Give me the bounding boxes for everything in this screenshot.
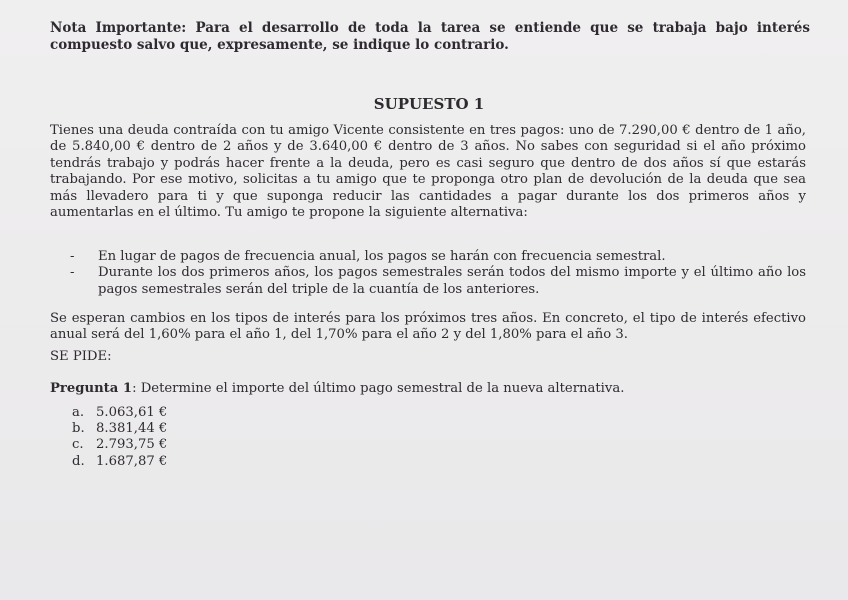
option-letter: d. <box>72 453 85 469</box>
list-item-text: En lugar de pagos de frecuencia anual, los pagos se harán con frecuencia semestral. <box>98 249 666 264</box>
answer-option-d[interactable] <box>72 454 167 470</box>
answer-option-a[interactable] <box>72 405 167 421</box>
alternative-conditions-list <box>70 249 806 298</box>
list-item <box>70 249 806 265</box>
list-item-text: Durante los dos primeros años, los pagos semestrales serán todos del mismo importe y el último año los pagos semestrales serán del triple de la cuantía de los anteriores. <box>98 265 806 297</box>
list-item <box>70 265 806 298</box>
option-value: 8.381,44 € <box>96 421 168 437</box>
interest-rates-paragraph: Se esperan cambios en los tipos de interés para los próximos tres años. En concreto, el tipo de interés efectivo anual será del 1,60% para el año 1, del 1,70% para el año 2 y del 1,80% para el año 3. <box>50 311 806 343</box>
section-heading: SUPUESTO 1 <box>373 95 485 113</box>
option-letter: b. <box>72 421 85 437</box>
option-letter: c. <box>72 437 84 453</box>
answer-option-c[interactable] <box>72 437 167 453</box>
bullet-dash: - <box>70 249 75 264</box>
answer-option-b[interactable] <box>72 421 167 437</box>
question-1 <box>50 381 624 396</box>
option-letter: a. <box>72 405 85 420</box>
answer-options <box>72 405 167 470</box>
option-value: 2.793,75 € <box>96 437 168 453</box>
se-pide-label: SE PIDE: <box>50 349 112 364</box>
important-note: Nota Importante: Para el desarrollo de toda la tarea se entiende que se trabaja bajo interés compuesto salvo que, expresamente, se indique lo contrario. <box>50 20 810 53</box>
option-value: 1.687,87 € <box>96 453 168 469</box>
question-text: : Determine el importe del último pago semestral de la nueva alternativa. <box>132 381 625 396</box>
bullet-dash: - <box>70 265 75 281</box>
question-label: Pregunta 1 <box>50 381 133 396</box>
option-value: 5.063,61 € <box>96 405 168 420</box>
problem-statement: Tienes una deuda contraída con tu amigo Vicente consistente en tres pagos: uno de 7.290,00 € dentro de 1 año, de 5.840,00 € dentro de 2 años y de 3.640,00 € dentro de 3 años. No sabes con seguridad si el año próximo tendrás trabajo y podrás hacer frente a la deuda, pero es casi seguro que dentro de dos años sí que estarás trabajando. Por ese motivo, solicitas a tu amigo que te proponga otro plan de devolución de la deuda que sea más llevadero para ti y que suponga reducir las cantidades a pagar durante los dos primeros años y aumentarlas en el último. Tu amigo te propone la siguiente alternativa: <box>50 123 806 221</box>
